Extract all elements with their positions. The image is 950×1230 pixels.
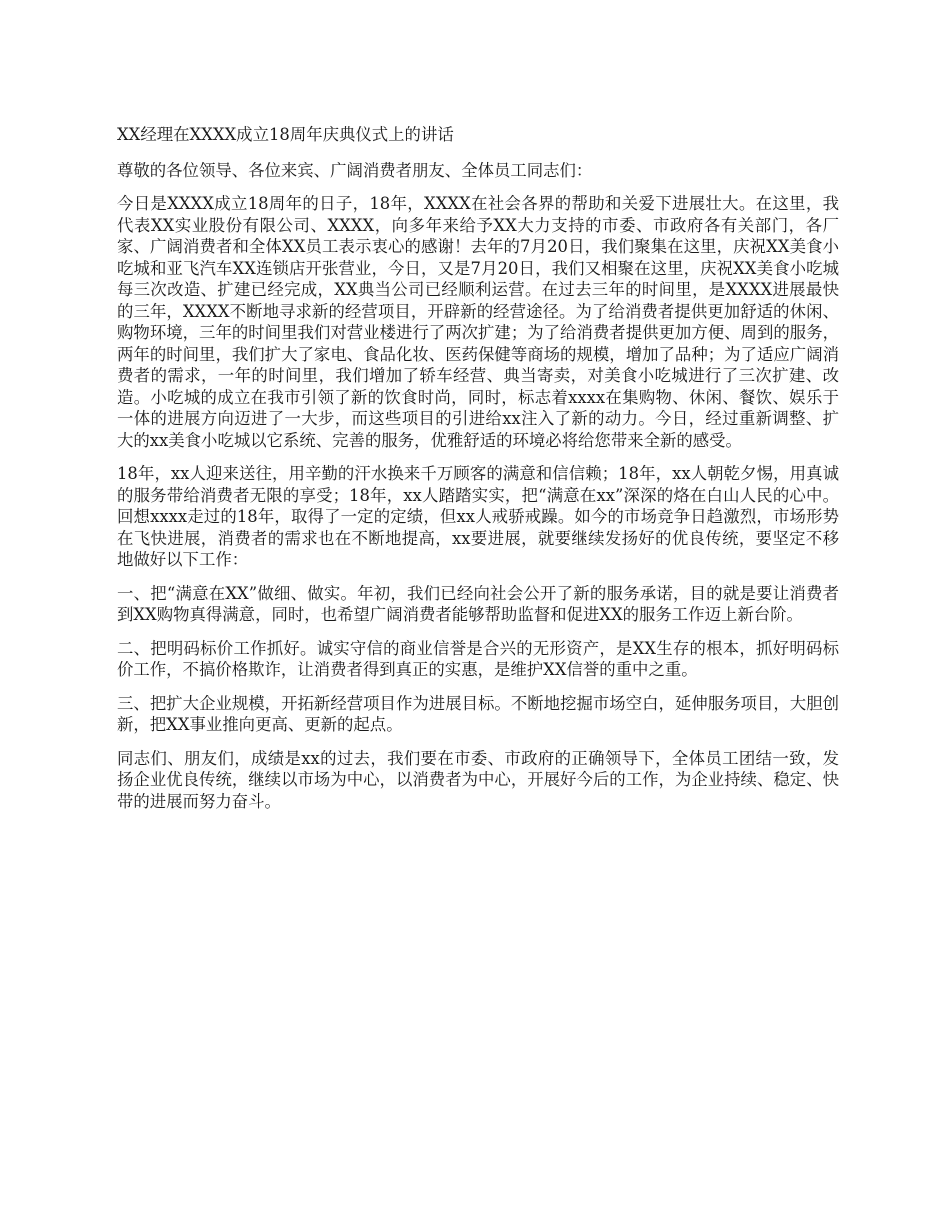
paragraph-item-3: 三、把扩大企业规模，开拓新经营项目作为进展目标。不断地挖掘市场空白，延伸服务项目，大胆创新，把XX事业推向更高、更新的起点。: [117, 693, 839, 734]
paragraph-18-years: 18年，xx人迎来送往，用辛勤的汗水换来千万顾客的满意和信信赖；18年，xx人朝乾夕惕，用真诚的服务带给消费者无限的享受；18年，xx人踏踏实实，把“满意在xx”深深的烙在白山人民的心中。回想xxxx走过的18年，取得了一定的定绩，但xx人戒骄戒躁。如今的市场竞争日趋激烈，市场形势在飞快进展，消费者的需求也在不断地提高，xx要进展，就要继续发扬好的优良传统，要坚定不移地做好以下工作：: [117, 464, 839, 569]
paragraph-item-1: 一、把“满意在XX”做细、做实。年初，我们已经向社会公开了新的服务承诺，目的就是要让消费者到XX购物真得满意，同时，也希望广阔消费者能够帮助监督和促进XX的服务工作迈上新台阶。: [117, 583, 839, 624]
document-title: XX经理在XXXX成立18周年庆典仪式上的讲话: [117, 125, 454, 144]
paragraph-item-2: 二、把明码标价工作抓好。诚实守信的商业信誉是合兴的无形资产，是XX生存的根本，抓好明码标价工作，不搞价格欺诈，让消费者得到真正的实惠，是维护XX信誉的重中之重。: [117, 638, 839, 679]
paragraph-closing: 同志们、朋友们，成绩是xx的过去，我们要在市委、市政府的正确领导下，全体员工团结一致，发扬企业优良传统，继续以市场为中心，以消费者为中心，开展好今后的工作，为企业持续、稳定、快带的进展而努力奋斗。: [117, 748, 839, 811]
salutation: 尊敬的各位领导、各位来宾、广阔消费者朋友、全体员工同志们：: [117, 160, 593, 180]
paragraph-intro: 今日是XXXX成立18周年的日子，18年，XXXX在社会各界的帮助和关爱下进展壮大。在这里，我代表XX实业股份有限公司、XXXX，向多年来给予XX大力支持的市委、市政府各有关部门，各厂家、广阔消费者和全体XX员工表示衷心的感谢！去年的7月20日，我们聚集在这里，庆祝XX美食小吃城和亚飞汽车XX连锁店开张营业，今日，又是7月20日，我们又相聚在这里，庆祝XX美食小吃城每三次改造、扩建已经完成，XX典当公司已经顺利运营。在过去三年的时间里，是XXXX进展最快的三年，XXXX不断地寻求新的经营项目，开辟新的经营途径。为了给消费者提供更加舒适的休闲、购物环境，三年的时间里我们对营业楼进行了两次扩建；为了给消费者提供更加方便、周到的服务，两年的时间里，我们扩大了家电、食品化妆、医药保健等商场的规模，增加了品种；为了适应广阔消费者的需求，一年的时间里，我们增加了轿车经营、典当寄卖，对美食小吃城进行了三次扩建、改造。小吃城的成立在我市引领了新的饮食时尚，同时，标志着xxxx在集购物、休闲、餐饮、娱乐于一体的进展方向迈进了一大步，而这些项目的引进给xx注入了新的动力。今日，经过重新调整、扩大的xx美食小吃城以它系统、完善的服务，优雅舒适的环境必将给您带来全新的感受。: [117, 194, 839, 450]
document-page: [117, 124, 839, 824]
